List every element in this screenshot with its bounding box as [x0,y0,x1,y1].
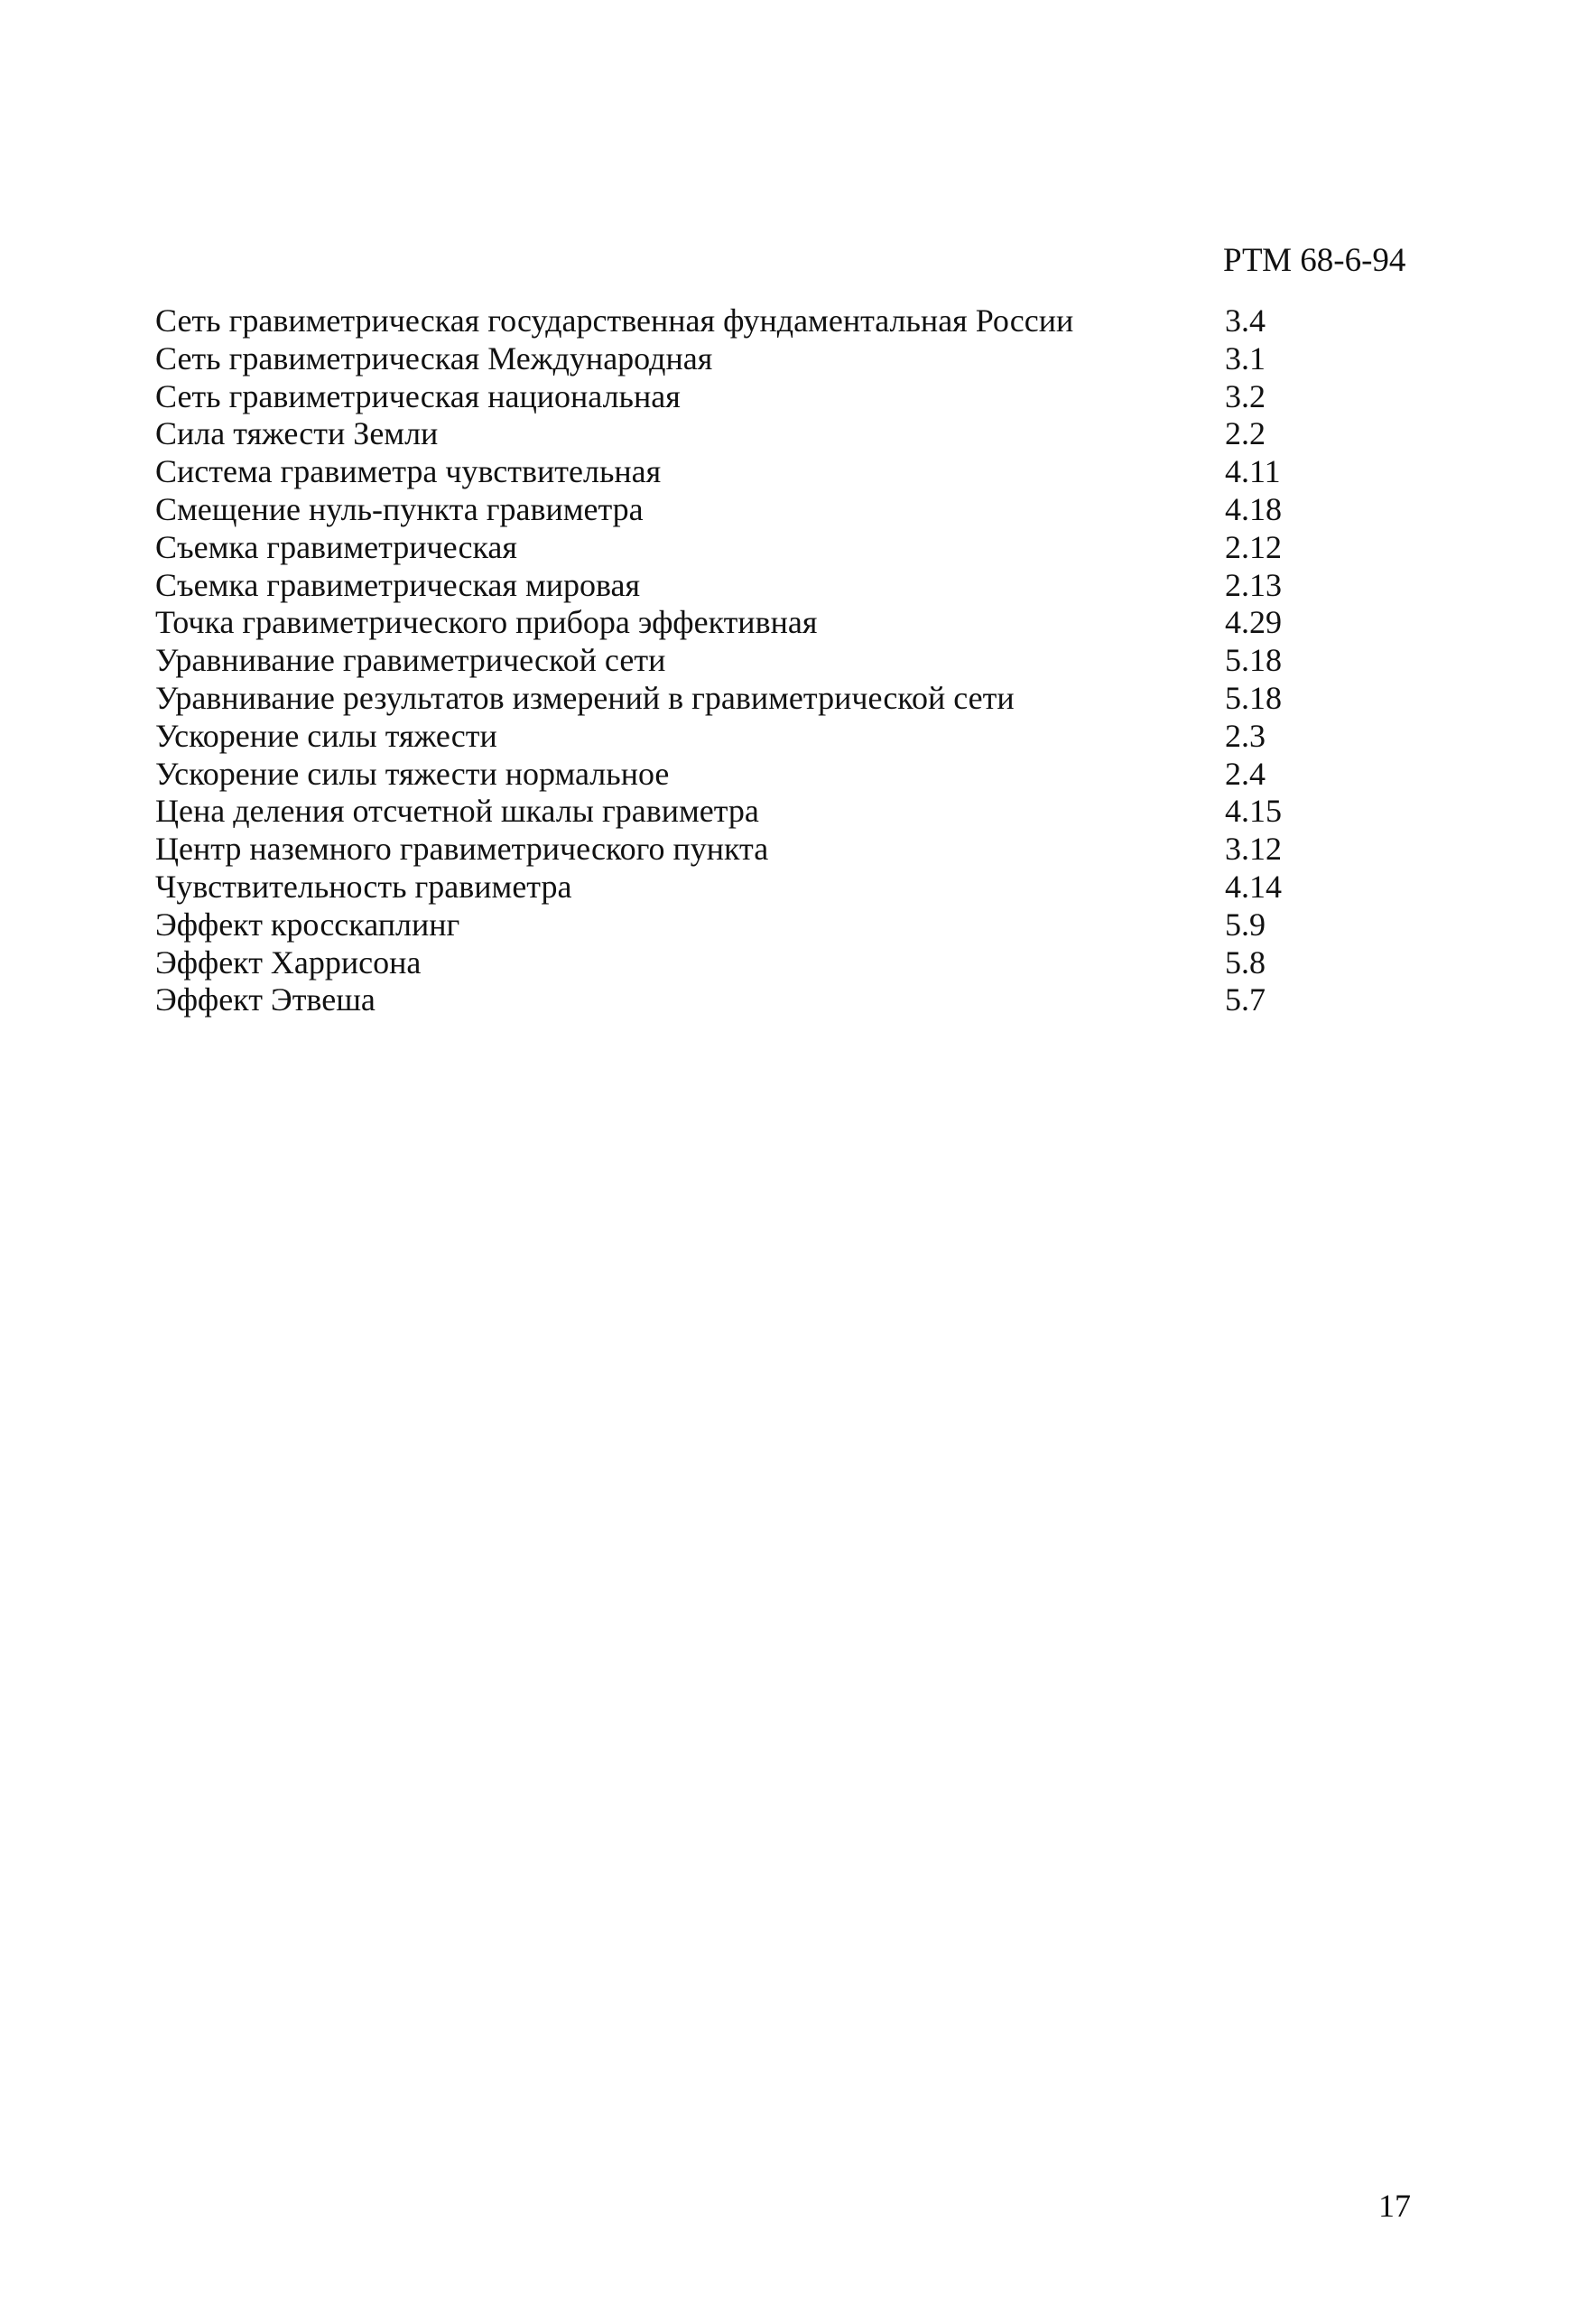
index-section-ref: 2.12 [1225,528,1282,565]
index-entry [155,869,1329,906]
index-entry [155,831,1329,869]
index-entry [155,529,1329,567]
index-section-ref: 4.14 [1225,868,1282,905]
index-term: Точка гравиметрического прибора эффективная [155,604,818,641]
index-section-ref: 4.15 [1225,793,1282,830]
index-term: Сила тяжести Земли [155,415,439,452]
index-term: Смещение нуль-пункта гравиметра [155,490,644,527]
page-number: 17 [1378,2188,1411,2224]
index-section-ref: 2.2 [1225,415,1266,452]
index-term: Сеть гравиметрическая государственная фундаментальная России [155,302,1074,339]
index-term: Эффект Этвеша [155,981,376,1018]
index-section-ref: 3.2 [1225,377,1266,414]
index-section-ref: 3.4 [1225,302,1266,339]
index-section-ref: 5.18 [1225,679,1282,716]
index-term: Сеть гравиметрическая Международная [155,339,713,376]
index-section-ref: 4.11 [1225,453,1281,490]
index-term: Съемка гравиметрическая мировая [155,566,641,603]
index-section-ref: 4.18 [1225,490,1282,527]
index-term: Чувствительность гравиметра [155,868,572,905]
index-section-ref: 5.18 [1225,642,1282,679]
index-entry [155,718,1329,756]
term-index-list [155,302,1329,1019]
index-term: Уравнивание результатов измерений в гравиметрической сети [155,679,1015,716]
index-entry [155,604,1329,642]
index-entry [155,680,1329,718]
index-entry [155,491,1329,529]
index-term: Уравнивание гравиметрической сети [155,642,666,679]
index-section-ref: 5.7 [1225,981,1266,1018]
index-term: Съемка гравиметрическая [155,528,517,565]
index-section-ref: 2.13 [1225,566,1282,603]
index-section-ref: 3.1 [1225,339,1266,376]
index-section-ref: 5.8 [1225,944,1266,981]
document-code-header: РТМ 68-6-94 [1223,242,1406,279]
index-section-ref: 3.12 [1225,831,1282,868]
index-term: Ускорение силы тяжести [155,717,497,754]
index-entry [155,793,1329,831]
index-entry [155,378,1329,416]
index-term: Эффект кросскаплинг [155,906,460,943]
index-term: Центр наземного гравиметрического пункта [155,831,769,868]
index-entry [155,642,1329,680]
index-term: Эффект Харрисона [155,944,422,981]
index-entry [155,944,1329,982]
index-entry [155,567,1329,605]
index-entry [155,756,1329,794]
index-term: Сеть гравиметрическая национальная [155,377,681,414]
index-entry [155,302,1329,340]
index-entry [155,981,1329,1019]
index-term: Система гравиметра чувствительная [155,453,662,490]
index-entry [155,340,1329,378]
index-entry [155,415,1329,453]
index-section-ref: 2.4 [1225,755,1266,792]
index-term: Цена деления отсчетной шкалы гравиметра [155,793,759,830]
index-entry [155,453,1329,491]
index-section-ref: 2.3 [1225,717,1266,754]
index-term: Ускорение силы тяжести нормальное [155,755,670,792]
index-entry [155,906,1329,944]
index-section-ref: 5.9 [1225,906,1266,943]
index-section-ref: 4.29 [1225,604,1282,641]
